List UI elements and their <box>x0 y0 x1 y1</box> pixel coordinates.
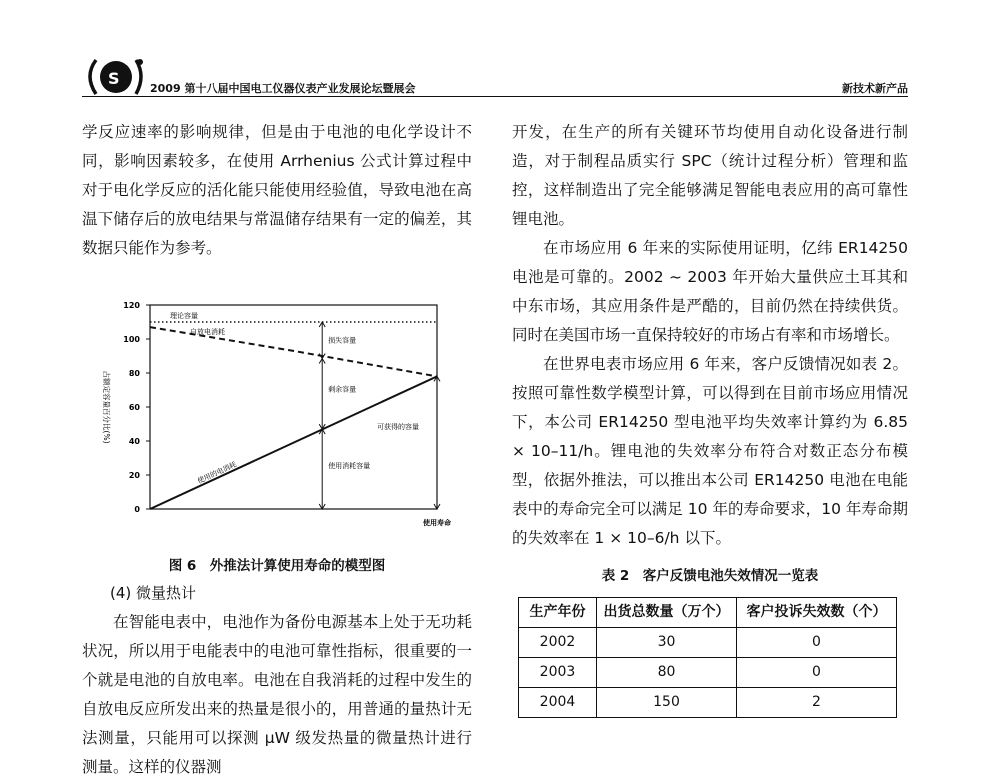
series-usage-consumption <box>150 376 437 509</box>
header-rule <box>82 96 908 97</box>
label-remaining-capacity: 剩余容量 <box>328 385 357 394</box>
y-tick-label: 40 <box>128 437 140 446</box>
table-cell: 0 <box>737 658 897 688</box>
left-paragraph-2: 在智能电表中，电池作为备份电源基本上处于无功耗状况，所以用于电能表中的电池可靠性指标，很重要的一个就是电池的自放电率。电池在自我消耗的过程中发生的自放电反应所发出来的热量是很小的，用普通的量热计无法测量，只能用可以探测 μW 级发热量的微量热计进行测量。这样的仪器测 <box>82 613 472 776</box>
label-self-discharge: 自放电消耗 <box>190 327 225 336</box>
chart-svg <box>82 293 472 547</box>
table-row <box>519 658 897 688</box>
section-title: 新技术新产品 <box>842 82 908 95</box>
table-cell: 80 <box>597 658 737 688</box>
table-row <box>519 628 897 658</box>
label-service-life: 使用寿命 <box>423 519 451 527</box>
svg-text:S: S <box>108 69 120 88</box>
table-cell: 2 <box>737 688 897 718</box>
table-cell: 30 <box>597 628 737 658</box>
y-tick-label: 100 <box>123 335 140 344</box>
table-header-cell: 生产年份 <box>519 598 597 628</box>
table-header-cell: 出货总数量（万个） <box>597 598 737 628</box>
conference-logo-icon <box>82 54 148 98</box>
figure-6-chart <box>82 293 472 547</box>
right-column <box>512 118 908 718</box>
label-usage-consumption: 使用消耗容量 <box>328 462 371 471</box>
label-used-consumption: 使用的电消耗 <box>196 460 238 486</box>
label-available-capacity: 可获得的容量 <box>377 423 419 432</box>
subheading: (4) 微量热计 <box>110 584 197 602</box>
conference-title: 2009 第十八届中国电工仪器仪表产业发展论坛暨展会 <box>150 82 416 95</box>
table-row <box>519 688 897 718</box>
y-axis-label: 占额定容量百分比(%) <box>102 370 111 444</box>
left-column <box>82 118 472 782</box>
left-paragraph-1: 学反应速率的影响规律，但是由于电池的电化学设计不同，影响因素较多，在使用 Arrhenius 公式计算过程中对于电化学反应的活化能只能使用经验值，导致电池在高温下储存后的放电结果与常温储存结果有一定的偏差，其数据只能作为参考。 <box>82 123 472 257</box>
table-header-cell: 客户投诉失效数（个） <box>737 598 897 628</box>
table-title: 表 2 客户反馈电池失效情况一览表 <box>601 568 819 584</box>
label-loss-capacity: 损失容量 <box>328 336 357 345</box>
right-paragraph-1: 开发，在生产的所有关键环节均使用自动化设备进行制造，对于制程品质实行 SPC（统计过程分析）管理和监控，这样制造出了完全能够满足智能电表应用的高可靠性锂电池。 <box>512 123 908 228</box>
table-cell: 0 <box>737 628 897 658</box>
table-header-row <box>519 598 897 628</box>
figure-caption: 图 6 外推法计算使用寿命的模型图 <box>168 558 386 574</box>
right-paragraph-2: 在市场应用 6 年来的实际使用证明，亿纬 ER14250 电池是可靠的。2002 ~ 2003 年开始大量供应土耳其和中东市场，其应用条件是严酷的，目前仍然在持续供货。同时在美国市场一直保持较好的市场占有率和市场增长。 <box>512 239 908 344</box>
label-theoretical-capacity: 理论容量 <box>170 312 198 320</box>
table-cell: 2002 <box>519 628 597 658</box>
table-cell: 2004 <box>519 688 597 718</box>
y-tick-label: 80 <box>128 369 140 378</box>
y-tick-label: 0 <box>134 505 140 514</box>
failure-table <box>518 597 897 718</box>
y-tick-label: 120 <box>123 301 140 310</box>
right-paragraph-3: 在世界电表市场应用 6 年来，客户反馈情况如表 2。按照可靠性数学模型计算，可以得到在目前市场应用情况下，本公司 ER14250 型电池平均失效率计算约为 6.85 × 10–11/h。锂电池的失效率分布符合对数正态分布模型，依据外推法，可以推出本公司 ER14250 电池在电能表中的寿命完全可以满足 10 年的寿命要求，10 年寿命期的失效率在 1 × 10–6/h 以下。 <box>512 355 908 547</box>
y-tick-label: 20 <box>128 471 140 480</box>
page-header <box>82 50 908 102</box>
table-cell: 2003 <box>519 658 597 688</box>
table-cell: 150 <box>597 688 737 718</box>
y-tick-label: 60 <box>128 403 140 412</box>
